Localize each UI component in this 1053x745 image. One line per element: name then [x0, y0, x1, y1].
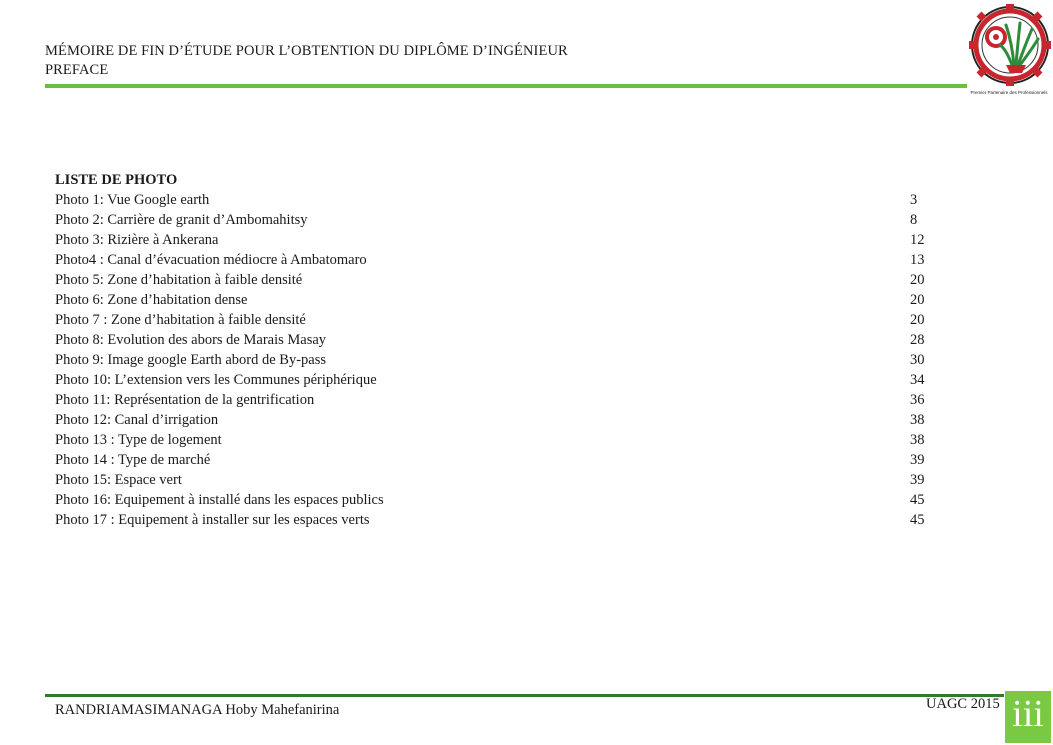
page-number-badge: iii: [1005, 691, 1051, 743]
list-item: [55, 290, 935, 310]
photo-caption: Photo4 : Canal d’évacuation médiocre à Ambatomaro: [55, 252, 367, 268]
photo-caption: Photo 11: Représentation de la gentrification: [55, 392, 315, 408]
list-item: [55, 330, 935, 350]
page-number: 20: [910, 312, 925, 328]
list-item: [55, 510, 935, 530]
photo-caption: Photo 9: Image google Earth abord de By-pass: [55, 352, 327, 368]
svg-text:Premier Partenaire des Profess: Premier Partenaire des Professionnels: [970, 90, 1048, 95]
photo-caption: Photo 16: Equipement à installé dans les espaces publics: [55, 492, 384, 508]
photo-list-rows: [55, 190, 935, 530]
page-number: 38: [910, 432, 925, 448]
photo-caption: Photo 17 : Equipement à installer sur les espaces verts: [55, 512, 370, 528]
list-item: [55, 230, 935, 250]
photo-caption: Photo 6: Zone d’habitation dense: [55, 292, 248, 308]
page-number: 39: [910, 452, 925, 468]
page-number: 34: [910, 372, 925, 388]
page-number: 36: [910, 392, 925, 408]
photo-list: [55, 170, 935, 530]
page-number: 3: [910, 192, 918, 208]
list-item: [55, 410, 935, 430]
page-number: 39: [910, 472, 925, 488]
school-emblem-icon: [966, 3, 1052, 97]
page-number: 20: [910, 272, 925, 288]
photo-caption: Photo 13 : Type de logement: [55, 432, 222, 448]
header-title-line: MÉMOIRE DE FIN D’ÉTUDE POUR L’OBTENTION DU DIPLÔME D’INGÉNIEUR: [45, 43, 568, 59]
list-item: [55, 370, 935, 390]
list-item: [55, 430, 935, 450]
list-item: [55, 270, 935, 290]
footer-divider: [45, 694, 1004, 697]
photo-caption: Photo 10: L’extension vers les Communes périphérique: [55, 372, 377, 388]
list-item: [55, 390, 935, 410]
list-item: [55, 490, 935, 510]
header-section-name: PREFACE: [45, 62, 109, 78]
page-number: 28: [910, 332, 925, 348]
list-item: [55, 350, 935, 370]
photo-caption: Photo 15: Espace vert: [55, 472, 182, 488]
header-divider: [45, 84, 967, 88]
page-number: 20: [910, 292, 925, 308]
list-item: [55, 190, 935, 210]
footer-org-year: UAGC 2015: [926, 696, 1000, 712]
list-item: [55, 310, 935, 330]
page-number: 45: [910, 492, 925, 508]
page-number: 8: [910, 212, 918, 228]
document-header: [45, 42, 568, 80]
page-number: 38: [910, 412, 925, 428]
list-title: LISTE DE PHOTO: [55, 172, 178, 188]
footer-author: RANDRIAMASIMANAGA Hoby Mahefanirina: [55, 702, 340, 718]
photo-caption: Photo 8: Evolution des abors de Marais Masay: [55, 332, 327, 348]
photo-caption: Photo 3: Rizière à Ankerana: [55, 232, 219, 248]
list-item: [55, 210, 935, 230]
photo-caption: Photo 5: Zone d’habitation à faible densité: [55, 272, 303, 288]
photo-caption: Photo 1: Vue Google earth: [55, 192, 210, 208]
page-number: 12: [910, 232, 925, 248]
list-item: [55, 250, 935, 270]
list-item: [55, 450, 935, 470]
list-item: [55, 470, 935, 490]
photo-caption: Photo 7 : Zone d’habitation à faible densité: [55, 312, 306, 328]
page-number: 30: [910, 352, 925, 368]
page-number: 13: [910, 252, 925, 268]
page-number: 45: [910, 512, 925, 528]
photo-caption: Photo 2: Carrière de granit d’Ambomahitsy: [55, 212, 308, 228]
photo-caption: Photo 12: Canal d’irrigation: [55, 412, 219, 428]
photo-caption: Photo 14 : Type de marché: [55, 452, 211, 468]
